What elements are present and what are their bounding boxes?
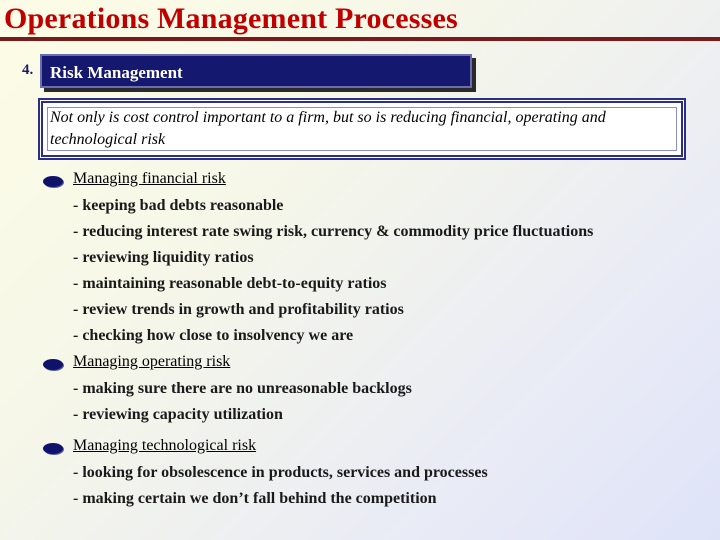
bullet-oval-icon [43, 443, 63, 454]
section-item-list [73, 463, 488, 515]
intro-note-text: Not only is cost control important to a firm, but so is reducing financial, operating and technological risk [50, 109, 606, 148]
bullet-oval-icon [43, 359, 63, 370]
list-item: - checking how close to insolvency we are [73, 327, 354, 344]
section-item-list [73, 379, 412, 431]
list-item: - keeping bad debts reasonable [73, 197, 284, 214]
list-item: - maintaining reasonable debt-to-equity ratios [73, 275, 387, 292]
section-title: Managing technological risk [73, 437, 257, 454]
list-item: - review trends in growth and profitability ratios [73, 301, 404, 318]
list-item: - reducing interest rate swing risk, currency & commodity price fluctuations [73, 223, 594, 240]
bullet-oval-icon [43, 176, 63, 187]
list-item: - looking for obsolescence in products, services and processes [73, 464, 488, 481]
section-title: Managing financial risk [73, 170, 226, 187]
list-item: - making certain we don’t fall behind the competition [73, 490, 437, 507]
section-title: Managing operating risk [73, 353, 231, 370]
item-number: 4. [22, 62, 34, 78]
list-item: - reviewing liquidity ratios [73, 249, 254, 266]
list-item: - making sure there are no unreasonable backlogs [73, 380, 412, 397]
slide-title: Operations Management Processes [4, 2, 458, 35]
list-item: - reviewing capacity utilization [73, 406, 283, 423]
section-header-label: Risk Management [50, 63, 183, 82]
section-item-list [73, 196, 593, 352]
